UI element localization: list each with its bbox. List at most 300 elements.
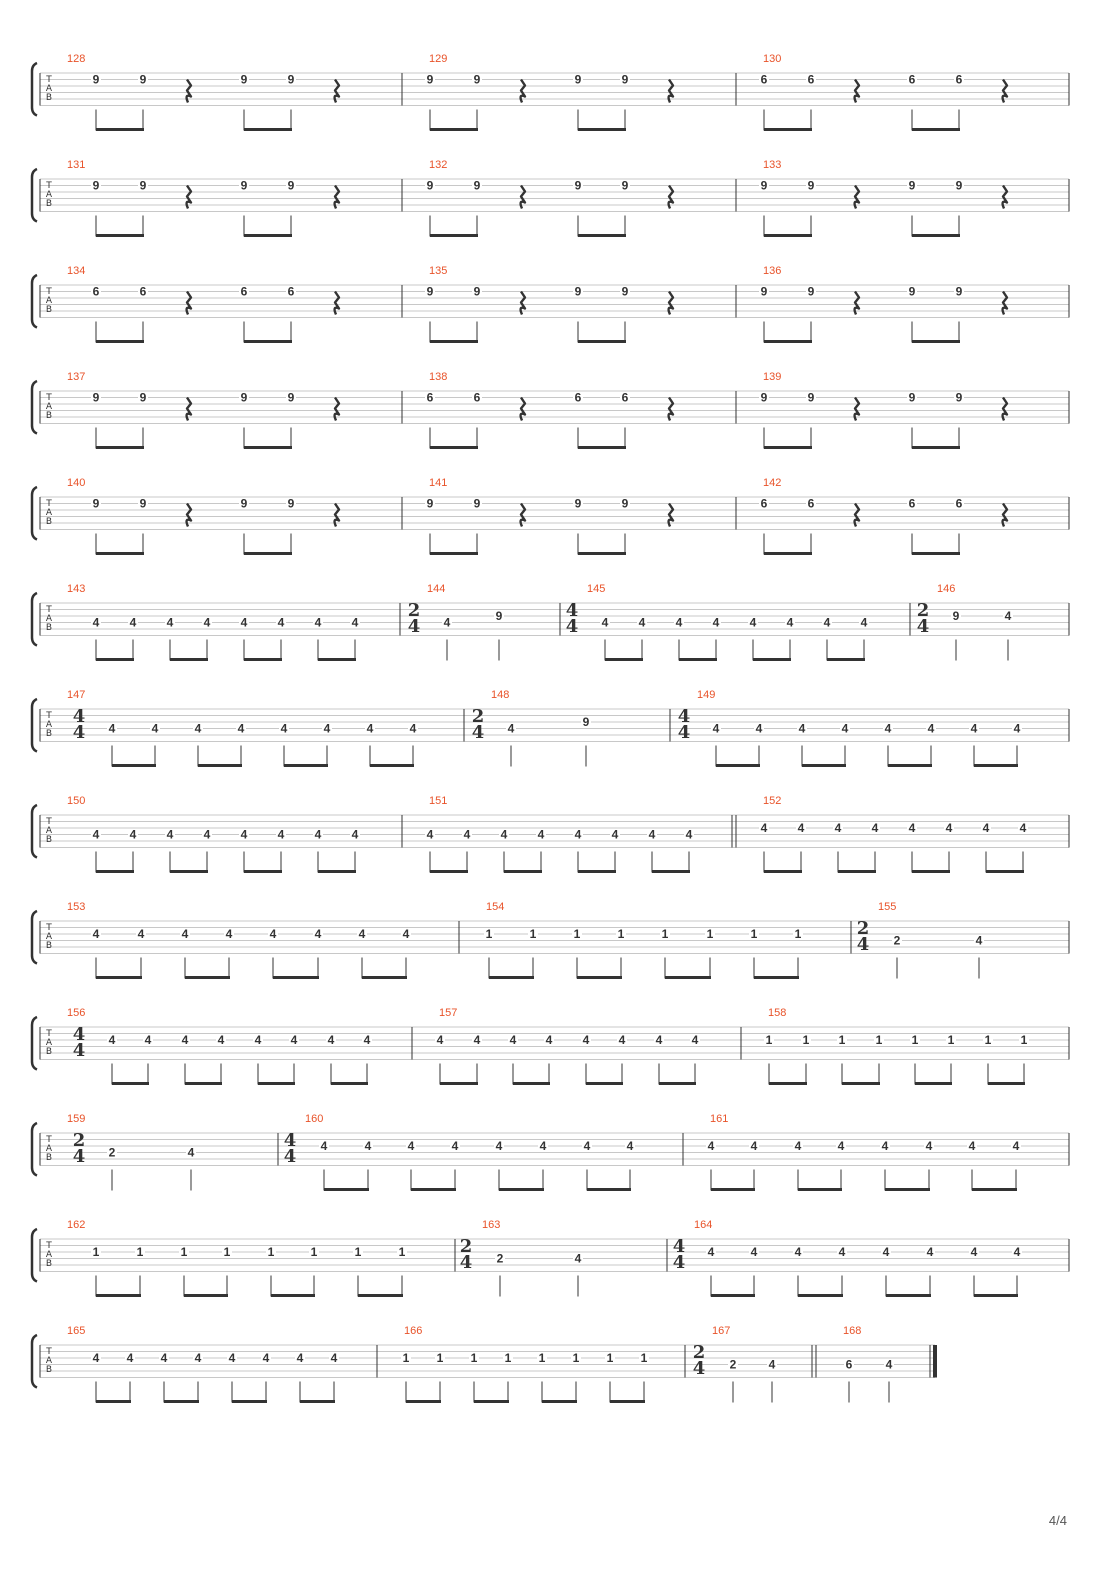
fret-number: 4 — [500, 827, 508, 842]
measure-167 — [693, 1325, 777, 1403]
system-bracket — [32, 593, 37, 646]
measure-number: 131 — [67, 159, 86, 171]
measure-number: 134 — [67, 265, 86, 277]
tab-clef-t: T — [46, 75, 52, 85]
fret-number: 4 — [92, 927, 100, 941]
tab-clef-t: T — [46, 923, 52, 933]
fret-number: 4 — [837, 1139, 845, 1153]
fret-number: 4 — [823, 615, 831, 630]
fret-number: 4 — [882, 1245, 890, 1259]
fret-number: 6 — [955, 72, 963, 87]
fret-number: 4 — [509, 1033, 517, 1047]
fret-number: 4 — [407, 1139, 415, 1153]
system-bracket — [32, 169, 37, 222]
final-barline-thick — [933, 1345, 937, 1378]
note-beam — [362, 976, 407, 979]
fret-number: 1 — [436, 1351, 444, 1365]
measure-number: 160 — [305, 1113, 324, 1125]
fret-number: 4 — [290, 1033, 298, 1047]
measure-number: 133 — [763, 159, 782, 171]
measure-number: 162 — [67, 1219, 86, 1231]
fret-number: 9 — [807, 284, 815, 299]
fret-number: 4 — [473, 1033, 481, 1047]
fret-number: 4 — [314, 927, 322, 941]
measure-number: 165 — [67, 1325, 86, 1337]
fret-number: 4 — [601, 615, 609, 630]
measure-155 — [857, 901, 984, 979]
fret-number: 4 — [330, 1351, 338, 1365]
note-beam — [888, 764, 932, 767]
time-signature-bottom: 4 — [916, 616, 930, 637]
fret-number: 4 — [314, 827, 322, 842]
tab-clef-b: B — [45, 411, 53, 421]
fret-number: 9 — [760, 178, 768, 193]
fret-number: 4 — [925, 1139, 933, 1153]
measure-168 — [812, 1325, 894, 1403]
fret-number: 4 — [409, 721, 417, 736]
fret-number: 4 — [426, 827, 434, 842]
note-beam — [96, 234, 144, 237]
note-beam — [988, 1082, 1025, 1085]
fret-number: 4 — [463, 827, 471, 842]
fret-number: 4 — [970, 1245, 978, 1259]
fret-number: 9 — [287, 496, 295, 511]
time-signature-top: 4 — [672, 1236, 686, 1257]
measure-number: 137 — [67, 371, 86, 383]
tab-clef-b: B — [45, 517, 53, 527]
note-beam — [711, 1188, 755, 1191]
tab-system — [32, 371, 1069, 449]
fret-number: 4 — [203, 827, 211, 842]
fret-number: 9 — [139, 496, 147, 511]
system-bracket — [32, 63, 37, 116]
note-beam — [244, 870, 282, 873]
fret-number: 1 — [911, 1033, 919, 1047]
fret-number: 4 — [277, 827, 285, 842]
note-beam — [586, 1082, 623, 1085]
time-signature-bottom: 4 — [692, 1358, 706, 1379]
note-beam — [112, 1082, 149, 1085]
measure-number: 130 — [763, 53, 782, 65]
note-beam — [244, 446, 292, 449]
fret-number: 9 — [92, 496, 100, 511]
fret-number: 9 — [760, 284, 768, 299]
fret-number: 4 — [269, 927, 277, 941]
note-beam — [578, 340, 626, 343]
measure-number: 129 — [429, 53, 448, 65]
tab-clef-b: B — [45, 941, 53, 951]
fret-number: 1 — [529, 927, 537, 941]
measure-number: 166 — [404, 1325, 423, 1337]
fret-number: 4 — [254, 1033, 262, 1047]
note-beam — [112, 764, 156, 767]
time-signature-top: 2 — [692, 1342, 706, 1363]
note-beam — [474, 1400, 509, 1403]
time-signature-top: 4 — [677, 706, 691, 727]
tab-clef-a: A — [45, 508, 53, 518]
fret-number: 4 — [364, 1139, 372, 1153]
note-beam — [842, 1082, 880, 1085]
time-signature-bottom: 4 — [72, 722, 86, 743]
fret-number: 4 — [92, 827, 100, 842]
fret-number: 6 — [621, 390, 629, 405]
measure-number: 154 — [486, 901, 505, 913]
note-beam — [184, 1294, 228, 1297]
fret-number: 9 — [139, 178, 147, 193]
fret-number: 4 — [181, 927, 189, 941]
fret-number: 1 — [706, 927, 714, 941]
tab-clef-t: T — [46, 817, 52, 827]
fret-number: 4 — [187, 1145, 195, 1160]
fret-number: 4 — [507, 721, 515, 736]
note-beam — [912, 870, 950, 873]
fret-number: 4 — [160, 1351, 168, 1365]
time-signature-top: 4 — [72, 706, 86, 727]
note-beam — [578, 128, 626, 131]
note-beam — [972, 1188, 1017, 1191]
note-beam — [318, 658, 356, 661]
note-beam — [711, 1294, 755, 1297]
note-beam — [885, 1188, 930, 1191]
fret-number: 4 — [638, 615, 646, 630]
measure-number: 153 — [67, 901, 86, 913]
note-beam — [430, 128, 478, 131]
fret-number: 4 — [945, 821, 953, 835]
fret-number: 1 — [223, 1245, 231, 1259]
fret-number: 4 — [797, 821, 805, 835]
measure-number: 135 — [429, 265, 448, 277]
tab-clef-b: B — [45, 623, 53, 633]
fret-number: 4 — [351, 615, 359, 630]
fret-number: 4 — [1013, 1245, 1021, 1259]
fret-number: 1 — [750, 927, 758, 941]
fret-number: 4 — [970, 721, 978, 736]
note-beam — [406, 1400, 441, 1403]
fret-number: 4 — [648, 827, 656, 842]
note-beam — [679, 658, 717, 661]
system-bracket — [32, 911, 37, 964]
measure-number: 136 — [763, 265, 782, 277]
fret-number: 1 — [504, 1351, 512, 1365]
fret-number: 9 — [240, 178, 248, 193]
fret-number: 4 — [968, 1139, 976, 1153]
fret-number: 4 — [327, 1033, 335, 1047]
fret-number: 4 — [611, 827, 619, 842]
fret-number: 2 — [108, 1145, 116, 1160]
fret-number: 9 — [139, 390, 147, 405]
note-beam — [258, 1082, 295, 1085]
fret-number: 4 — [166, 615, 174, 630]
tab-clef-b: B — [45, 1259, 53, 1269]
fret-number: 4 — [495, 1139, 503, 1153]
fret-number: 4 — [126, 1351, 134, 1365]
time-signature-top: 2 — [916, 600, 930, 621]
fret-number: 6 — [240, 284, 248, 299]
note-beam — [164, 1400, 199, 1403]
fret-number: 1 — [398, 1245, 406, 1259]
note-beam — [578, 446, 626, 449]
fret-number: 4 — [691, 1033, 699, 1047]
tab-system — [32, 1219, 1069, 1297]
note-beam — [504, 870, 542, 873]
tab-system — [32, 583, 1069, 661]
system-bracket — [32, 1335, 37, 1388]
fret-number: 4 — [768, 1357, 776, 1372]
fret-number: 6 — [908, 72, 916, 87]
tab-system — [32, 159, 1069, 237]
tab-clef-a: A — [45, 296, 53, 306]
measure-number: 152 — [763, 795, 782, 807]
fret-number: 4 — [137, 927, 145, 941]
measure-148 — [472, 689, 591, 767]
fret-number: 4 — [860, 615, 868, 630]
fret-number: 4 — [539, 1139, 547, 1153]
fret-number: 9 — [287, 72, 295, 87]
measure-number: 164 — [694, 1219, 713, 1231]
note-beam — [764, 870, 802, 873]
time-signature-bottom: 4 — [471, 722, 485, 743]
tab-clef-a: A — [45, 84, 53, 94]
tab-system — [32, 1113, 1069, 1191]
fret-number: 1 — [267, 1245, 275, 1259]
tab-clef-t: T — [46, 393, 52, 403]
time-signature-bottom: 4 — [72, 1040, 86, 1061]
note-beam — [764, 128, 812, 131]
fret-number: 1 — [838, 1033, 846, 1047]
tab-clef-t: T — [46, 605, 52, 615]
note-beam — [185, 1082, 222, 1085]
tab-system — [32, 53, 1069, 131]
tab-clef-a: A — [45, 720, 53, 730]
note-beam — [318, 870, 356, 873]
measure-number: 151 — [429, 795, 448, 807]
tab-clef-b: B — [45, 1047, 53, 1057]
fret-number: 4 — [794, 1245, 802, 1259]
tab-clef-a: A — [45, 826, 53, 836]
fret-number: 4 — [1019, 821, 1027, 835]
note-beam — [96, 340, 144, 343]
fret-number: 9 — [908, 178, 916, 193]
tab-clef-b: B — [45, 1153, 53, 1163]
page-number: 4/4 — [1048, 1513, 1067, 1528]
fret-number: 4 — [712, 615, 720, 630]
fret-number: 9 — [621, 72, 629, 87]
note-beam — [430, 552, 478, 555]
fret-number: 1 — [1020, 1033, 1028, 1047]
note-beam — [96, 658, 134, 661]
note-beam — [271, 1294, 315, 1297]
tab-clef-t: T — [46, 1135, 52, 1145]
note-beam — [912, 234, 960, 237]
tab-clef-a: A — [45, 402, 53, 412]
fret-number: 9 — [621, 284, 629, 299]
fret-number: 4 — [537, 827, 545, 842]
time-signature-top: 2 — [407, 600, 421, 621]
note-beam — [244, 552, 292, 555]
fret-number: 4 — [320, 1139, 328, 1153]
note-beam — [838, 870, 876, 873]
fret-number: 4 — [871, 821, 879, 835]
time-signature-bottom: 4 — [856, 934, 870, 955]
tab-clef-t: T — [46, 499, 52, 509]
note-beam — [587, 1188, 631, 1191]
fret-number: 4 — [92, 1351, 100, 1365]
fret-number: 9 — [92, 178, 100, 193]
fret-number: 4 — [228, 1351, 236, 1365]
note-beam — [764, 446, 812, 449]
fret-number: 1 — [354, 1245, 362, 1259]
fret-number: 4 — [314, 615, 322, 630]
fret-number: 9 — [240, 72, 248, 87]
note-beam — [198, 764, 242, 767]
fret-number: 4 — [927, 721, 935, 736]
note-beam — [578, 552, 626, 555]
fret-number: 4 — [129, 827, 137, 842]
fret-number: 9 — [240, 390, 248, 405]
fret-number: 4 — [240, 827, 248, 842]
fret-number: 4 — [685, 827, 693, 842]
fret-number: 9 — [955, 178, 963, 193]
note-beam — [986, 870, 1024, 873]
fret-number: 4 — [108, 1033, 116, 1047]
system-bracket — [32, 805, 37, 858]
measure-number: 157 — [439, 1007, 458, 1019]
fret-number: 2 — [729, 1357, 737, 1372]
fret-number: 9 — [473, 496, 481, 511]
fret-number: 4 — [798, 721, 806, 736]
tab-system — [32, 1007, 1069, 1085]
fret-number: 9 — [807, 390, 815, 405]
fret-number: 4 — [92, 615, 100, 630]
note-beam — [915, 1082, 952, 1085]
fret-number: 4 — [108, 721, 116, 736]
fret-number: 9 — [473, 284, 481, 299]
system-bracket — [32, 1017, 37, 1070]
fret-number: 4 — [151, 721, 159, 736]
fret-number: 4 — [225, 927, 233, 941]
fret-number: 4 — [707, 1139, 715, 1153]
fret-number: 9 — [807, 178, 815, 193]
fret-number: 9 — [908, 390, 916, 405]
note-beam — [578, 234, 626, 237]
tab-clef-a: A — [45, 1038, 53, 1048]
fret-number: 9 — [426, 178, 434, 193]
tab-clef-a: A — [45, 190, 53, 200]
fret-number: 9 — [955, 284, 963, 299]
fret-number: 4 — [834, 821, 842, 835]
note-beam — [665, 976, 711, 979]
note-beam — [244, 128, 292, 131]
fret-number: 4 — [402, 927, 410, 941]
fret-number: 4 — [1012, 1139, 1020, 1153]
fret-number: 9 — [240, 496, 248, 511]
note-beam — [974, 1294, 1018, 1297]
note-beam — [716, 764, 760, 767]
note-beam — [430, 234, 478, 237]
time-signature-top: 2 — [471, 706, 485, 727]
fret-number: 4 — [237, 721, 245, 736]
fret-number: 4 — [1013, 721, 1021, 736]
fret-number: 4 — [975, 933, 983, 948]
fret-number: 4 — [1004, 609, 1012, 623]
note-beam — [754, 976, 799, 979]
note-beam — [764, 340, 812, 343]
fret-number: 9 — [473, 72, 481, 87]
fret-number: 1 — [661, 927, 669, 941]
fret-number: 4 — [194, 1351, 202, 1365]
tab-clef-a: A — [45, 1356, 53, 1366]
note-beam — [96, 552, 144, 555]
fret-number: 9 — [582, 715, 590, 729]
measure-number: 167 — [712, 1325, 731, 1337]
note-beam — [300, 1400, 335, 1403]
fret-number: 2 — [496, 1251, 504, 1266]
fret-number: 4 — [203, 615, 211, 630]
note-beam — [170, 870, 208, 873]
measure-number: 138 — [429, 371, 448, 383]
fret-number: 4 — [363, 1033, 371, 1047]
fret-number: 1 — [640, 1351, 648, 1365]
time-signature-bottom: 4 — [459, 1252, 473, 1273]
fret-number: 9 — [473, 178, 481, 193]
note-beam — [912, 128, 960, 131]
tab-clef-t: T — [46, 1029, 52, 1039]
fret-number: 4 — [358, 927, 366, 941]
fret-number: 4 — [908, 821, 916, 835]
fret-number: 4 — [583, 1139, 591, 1153]
time-signature-bottom: 4 — [677, 722, 691, 743]
note-beam — [273, 976, 319, 979]
note-beam — [610, 1400, 645, 1403]
fret-number: 9 — [760, 390, 768, 405]
fret-number: 4 — [838, 1245, 846, 1259]
tab-clef-t: T — [46, 287, 52, 297]
note-beam — [96, 128, 144, 131]
fret-number: 4 — [545, 1033, 553, 1047]
tab-system — [32, 901, 1069, 979]
note-beam — [370, 764, 414, 767]
note-beam — [440, 1082, 478, 1085]
measure-159 — [67, 1113, 196, 1191]
fret-number: 4 — [280, 721, 288, 736]
note-beam — [764, 552, 812, 555]
tab-system — [32, 265, 1069, 343]
fret-number: 9 — [495, 609, 503, 623]
fret-number: 6 — [287, 284, 295, 299]
system-bracket — [32, 1229, 37, 1282]
note-beam — [578, 870, 616, 873]
note-beam — [974, 764, 1018, 767]
fret-number: 4 — [451, 1139, 459, 1153]
measure-number: 128 — [67, 53, 86, 65]
fret-number: 6 — [574, 390, 582, 405]
note-beam — [232, 1400, 267, 1403]
measure-number: 168 — [843, 1325, 862, 1337]
fret-number: 1 — [180, 1245, 188, 1259]
fret-number: 6 — [845, 1357, 853, 1372]
measure-number: 142 — [763, 477, 782, 489]
system-bracket — [32, 381, 37, 434]
tab-clef-a: A — [45, 1144, 53, 1154]
note-beam — [605, 658, 643, 661]
fret-number: 4 — [574, 1251, 582, 1266]
fret-number: 1 — [310, 1245, 318, 1259]
fret-number: 1 — [984, 1033, 992, 1047]
measure-146 — [917, 583, 1013, 661]
note-beam — [96, 1294, 141, 1297]
note-beam — [244, 234, 292, 237]
note-beam — [912, 552, 960, 555]
